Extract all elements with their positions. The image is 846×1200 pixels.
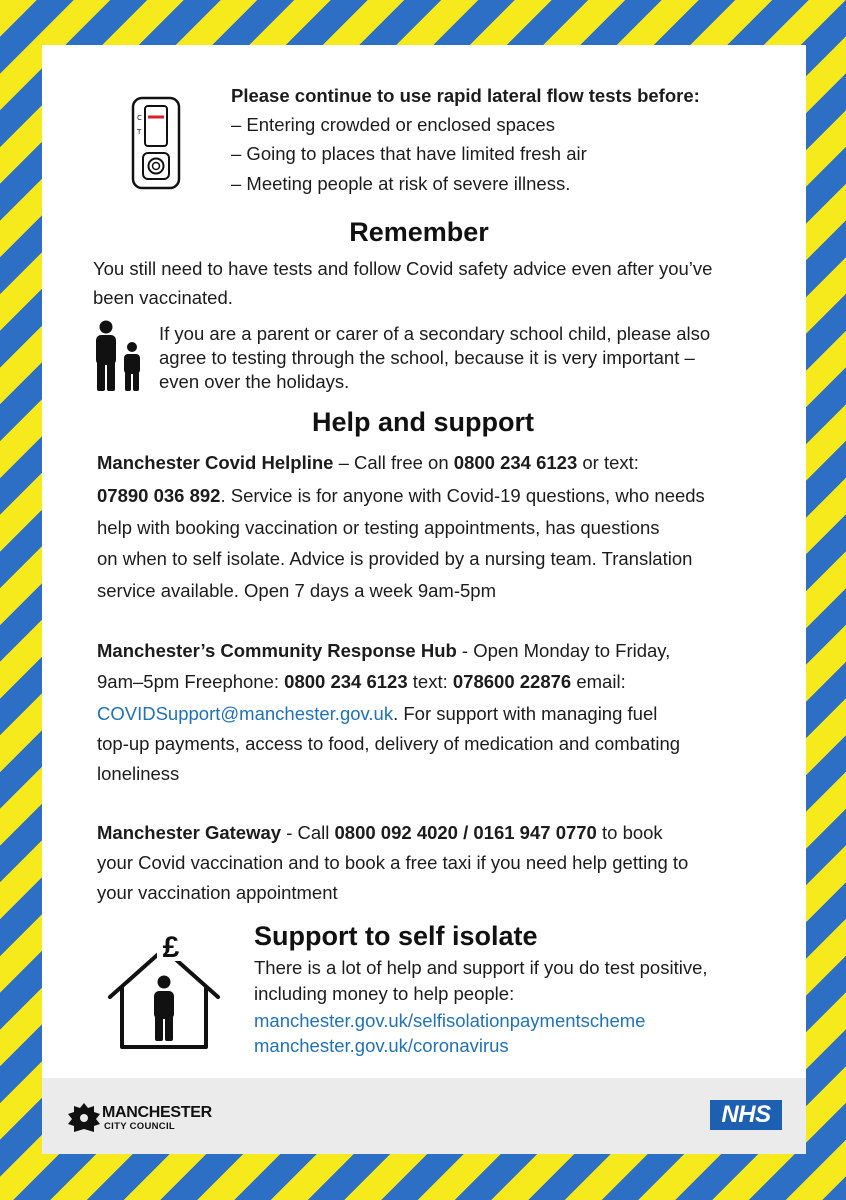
- gateway-line: your Covid vaccination and to book a free taxi if you need help getting to: [97, 852, 689, 873]
- hub-name: Manchester’s Community Response Hub: [97, 640, 457, 661]
- self-isolation-payment-link[interactable]: manchester.gov.uk/selfisolationpaymentscheme: [254, 1010, 646, 1031]
- hub-line: COVIDSupport@manchester.gov.uk. For support with managing fuel: [97, 703, 658, 724]
- council-crest-icon: [66, 1101, 102, 1133]
- lateral-flow-test-icon: [130, 95, 182, 191]
- hub-line: top-up payments, access to food, delivery of medication and combating: [97, 733, 681, 754]
- help-heading: Help and support: [312, 407, 534, 437]
- hub-phone: 0800 234 6123: [284, 671, 408, 692]
- tests-item: – Entering crowded or enclosed spaces: [231, 114, 555, 135]
- helpline-line: Manchester Covid Helpline – Call free on 0800 234 6123 or text:: [97, 452, 639, 473]
- council-name: MANCHESTER: [102, 1104, 212, 1121]
- council-subtitle: CITY COUNCIL: [104, 1121, 175, 1132]
- parent-and-child-icon: [90, 320, 148, 392]
- parent-text-line: agree to testing through the school, because it is very important –: [159, 347, 695, 368]
- helpline-name: Manchester Covid Helpline: [97, 452, 334, 473]
- tests-item: – Going to places that have limited fresh air: [231, 143, 587, 164]
- house-money-person-icon: [102, 931, 226, 1053]
- helpline-line: service available. Open 7 days a week 9am-5pm: [97, 580, 496, 601]
- nhs-logo: NHS: [710, 1100, 782, 1130]
- coronavirus-link[interactable]: manchester.gov.uk/coronavirus: [254, 1035, 509, 1056]
- helpline-text-number: 07890 036 892: [97, 485, 221, 506]
- parent-text-line: even over the holidays.: [159, 371, 350, 392]
- content-panel: [42, 45, 806, 1154]
- footer-bar: [42, 1078, 806, 1154]
- hub-line: Manchester’s Community Response Hub - Open Monday to Friday,: [97, 640, 671, 661]
- svg-text:£: £: [162, 931, 180, 964]
- gateway-name: Manchester Gateway: [97, 822, 282, 843]
- hub-line: 9am–5pm Freephone: 0800 234 6123 text: 078600 22876 email:: [97, 671, 626, 692]
- hub-text-number: 078600 22876: [452, 671, 572, 692]
- gateway-phones: 0800 092 4020 / 0161 947 0770: [334, 822, 597, 843]
- gateway-line: your vaccination appointment: [97, 882, 338, 903]
- isolate-text-line: including money to help people:: [254, 983, 515, 1004]
- isolate-text-line: There is a lot of help and support if you do test positive,: [254, 957, 708, 978]
- tests-heading: Please continue to use rapid lateral flow tests before:: [231, 85, 700, 106]
- helpline-line: 07890 036 892. Service is for anyone with Covid-19 questions, who needs: [97, 485, 705, 506]
- gateway-line: Manchester Gateway - Call 0800 092 4020 / 0161 947 0770 to book: [97, 822, 663, 843]
- tests-item: – Meeting people at risk of severe illness.: [231, 173, 571, 194]
- svg-text:T: T: [137, 128, 142, 136]
- remember-text-line: been vaccinated.: [93, 287, 233, 308]
- remember-heading: Remember: [349, 217, 489, 247]
- hub-email-link[interactable]: COVIDSupport@manchester.gov.uk: [97, 703, 394, 724]
- remember-text-line: You still need to have tests and follow Covid safety advice even after you’ve: [93, 258, 713, 279]
- helpline-line: help with booking vaccination or testing appointments, has questions: [97, 517, 660, 538]
- hub-line: loneliness: [97, 763, 180, 784]
- helpline-line: on when to self isolate. Advice is provided by a nursing team. Translation: [97, 548, 693, 569]
- helpline-phone: 0800 234 6123: [453, 452, 578, 473]
- parent-text-line: If you are a parent or carer of a secondary school child, please also: [159, 323, 711, 344]
- isolate-heading: Support to self isolate: [254, 921, 538, 951]
- svg-text:C: C: [137, 114, 142, 122]
